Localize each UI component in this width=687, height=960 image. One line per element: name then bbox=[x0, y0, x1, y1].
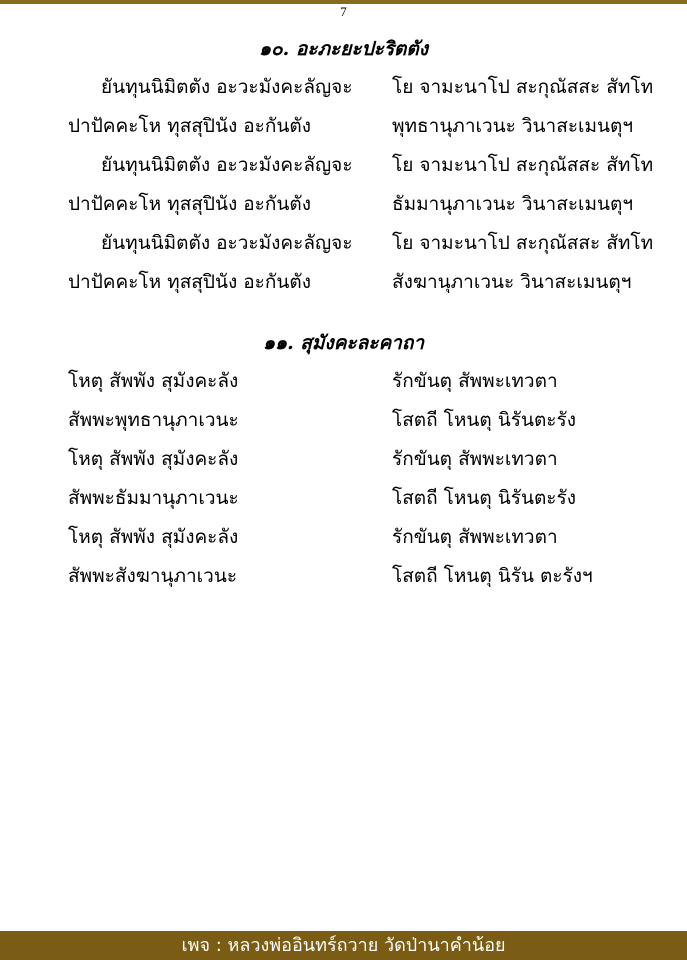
page-number: 7 bbox=[340, 4, 347, 19]
verse-left: ยันทุนนิมิตตัง อะวะมังคะลัญจะ bbox=[101, 154, 353, 176]
verse-left: โหตุ สัพพัง สุมังคะลัง bbox=[68, 448, 239, 470]
verse-left: ยันทุนนิมิตตัง อะวะมังคะลัญจะ bbox=[101, 232, 353, 254]
verse-left: ยันทุนนิมิตตัง อะวะมังคะลัญจะ bbox=[101, 76, 353, 98]
verse-left: สัพพะธัมมานุภาเวนะ bbox=[68, 487, 239, 509]
verse-right: โย จามะนาโป สะกุณัสสะ สัทโท bbox=[392, 232, 654, 254]
verse-left: สัพพะพุทธานุภาเวนะ bbox=[68, 409, 239, 431]
verse-row bbox=[0, 107, 687, 146]
verse-row bbox=[0, 185, 687, 224]
verse-row bbox=[0, 263, 687, 302]
verse-row bbox=[0, 401, 687, 440]
verse-right: รักขันตุ สัพพะเทวตา bbox=[392, 526, 558, 548]
verse-left: สัพพะสังฆานุภาเวนะ bbox=[68, 565, 238, 587]
verse-right: รักขันตุ สัพพะเทวตา bbox=[392, 370, 558, 392]
verse-left: โหตุ สัพพัง สุมังคะลัง bbox=[68, 526, 239, 548]
verse-left: ปาปัคคะโห ทุสสุปินัง อะกันตัง bbox=[68, 271, 311, 293]
verse-right: โย จามะนาโป สะกุณัสสะ สัทโท bbox=[392, 154, 654, 176]
verse-right: พุทธานุภาเวนะ วินาสะเมนตุฯ bbox=[392, 115, 634, 137]
verse-left: โหตุ สัพพัง สุมังคะลัง bbox=[68, 370, 239, 392]
verse-row bbox=[0, 440, 687, 479]
verse-row bbox=[0, 479, 687, 518]
verse-right: รักขันตุ สัพพะเทวตา bbox=[392, 448, 558, 470]
verse-right: ธัมมานุภาเวนะ วินาสะเมนตุฯ bbox=[392, 193, 634, 215]
verse-left: ปาปัคคะโห ทุสสุปินัง อะกันตัง bbox=[68, 193, 311, 215]
verse-right: โสตถี โหนตุ นิรัน ตะรังฯ bbox=[392, 565, 593, 587]
section-title-abhaya-paritta: ๑๐. อะภะยะปะริตตัง bbox=[259, 38, 428, 60]
verse-row bbox=[0, 68, 687, 107]
verse-right: โย จามะนาโป สะกุณัสสะ สัทโท bbox=[392, 76, 654, 98]
verse-row bbox=[0, 362, 687, 401]
verse-right: โสตถี โหนตุ นิรันตะรัง bbox=[392, 409, 576, 431]
footer-banner: เพจ : หลวงพ่ออินทร์ถวาย วัดป่านาคำน้อย bbox=[0, 931, 687, 960]
verse-row bbox=[0, 557, 687, 596]
verse-left: ปาปัคคะโห ทุสสุปินัง อะกันตัง bbox=[68, 115, 311, 137]
verse-right: สังฆานุภาเวนะ วินาสะเมนตุฯ bbox=[392, 271, 632, 293]
verse-row bbox=[0, 224, 687, 263]
section-title-sumangala-gatha: ๑๑. สุมังคะละคาถา bbox=[262, 332, 425, 354]
verse-row bbox=[0, 518, 687, 557]
verse-row bbox=[0, 146, 687, 185]
verse-right: โสตถี โหนตุ นิรันตะรัง bbox=[392, 487, 576, 509]
